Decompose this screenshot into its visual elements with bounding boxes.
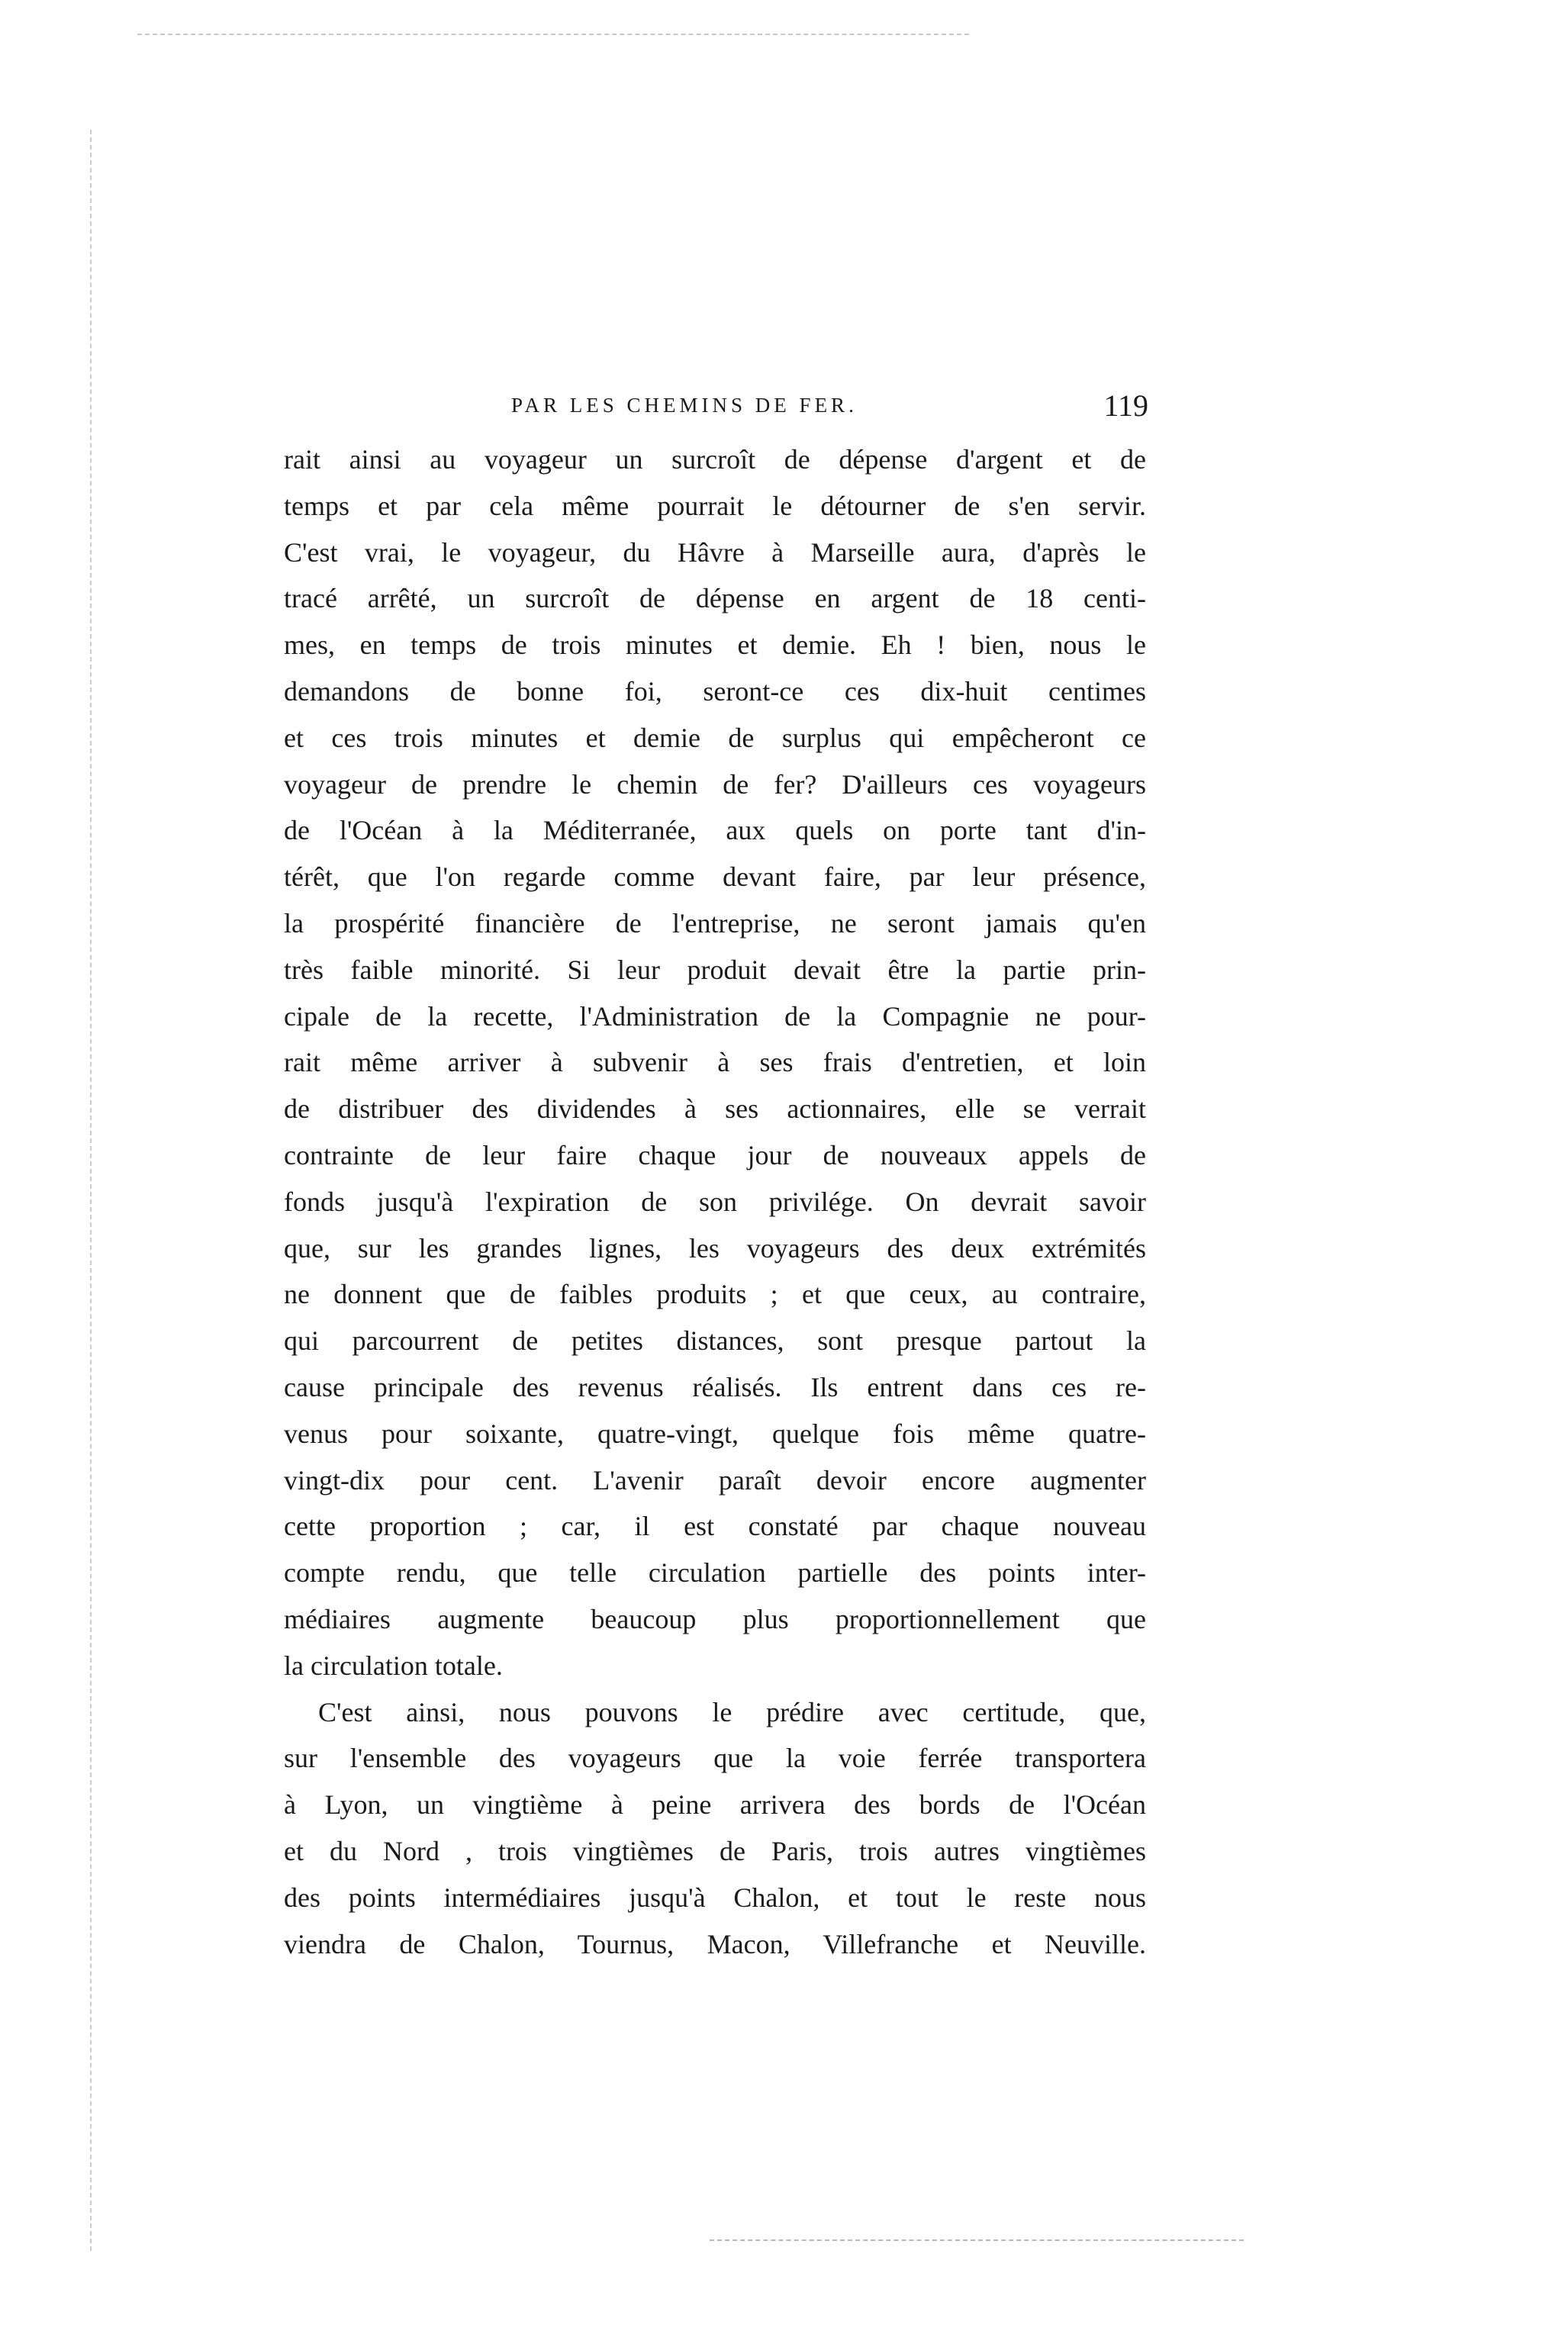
text-line: de distribuer des dividendes à ses actionnaires, elle se verrait [284, 1093, 1146, 1125]
scan-edge-left [90, 130, 92, 2251]
text-line: compte rendu, que telle circulation partielle des points inter- [284, 1557, 1146, 1589]
running-header [282, 388, 1148, 433]
text-line: C'est vrai, le voyageur, du Hâvre à Marseille aura, d'après le [284, 536, 1146, 568]
text-line: qui parcourrent de petites distances, sont presque partout la [284, 1325, 1146, 1357]
text-line: et ces trois minutes et demie de surplus qui empêcheront ce [284, 722, 1146, 753]
running-title: PAR LES CHEMINS DE FER. [511, 394, 858, 417]
text-line: vingt-dix pour cent. L'avenir paraît devoir encore augmenter [284, 1464, 1146, 1496]
text-line: cipale de la recette, l'Administration de la Compagnie ne pour- [284, 1000, 1146, 1032]
text-line: mes, en temps de trois minutes et demie. Eh ! bien, nous le [284, 629, 1146, 661]
text-line: rait même arriver à subvenir à ses frais d'entretien, et loin [284, 1047, 1146, 1078]
text-line: très faible minorité. Si leur produit devait être la partie prin- [284, 954, 1146, 985]
text-line: viendra de Chalon, Tournus, Macon, Villefranche et Neuville. [284, 1928, 1146, 1959]
text-line: contrainte de leur faire chaque jour de nouveaux appels de [284, 1139, 1146, 1170]
text-line: à Lyon, un vingtième à peine arrivera des bords de l'Océan [284, 1789, 1146, 1821]
text-line: la prospérité financière de l'entreprise, ne seront jamais qu'en [284, 907, 1146, 939]
text-line: temps et par cela même pourrait le détourner de s'en servir. [284, 490, 1146, 521]
scan-edge-top [137, 34, 969, 35]
text-line: fonds jusqu'à l'expiration de son privilége. On devrait savoir [284, 1186, 1146, 1217]
text-line: demandons de bonne foi, seront-ce ces dix-huit centimes [284, 675, 1146, 707]
text-line: la circulation totale. [284, 1650, 503, 1681]
text-line: venus pour soixante, quatre-vingt, quelque fois même quatre- [284, 1418, 1146, 1449]
text-line: de l'Océan à la Méditerranée, aux quels on porte tant d'in- [284, 815, 1146, 846]
text-line: médiaires augmente beaucoup plus proportionnellement que [284, 1603, 1146, 1634]
text-line: que, sur les grandes lignes, les voyageurs des deux extrémités [284, 1232, 1146, 1264]
text-line: et du Nord , trois vingtièmes de Paris, trois autres vingtièmes [284, 1835, 1146, 1866]
scan-edge-bottom [710, 2239, 1244, 2241]
text-line: tracé arrêté, un surcroît de dépense en argent de 18 centi- [284, 583, 1146, 614]
text-line: des points intermédiaires jusqu'à Chalon, et tout le reste nous [284, 1882, 1146, 1913]
text-line: voyageur de prendre le chemin de fer? D'ailleurs ces voyageurs [284, 768, 1146, 800]
page-number: 119 [1103, 388, 1148, 423]
text-line: ne donnent que de faibles produits ; et que ceux, au contraire, [284, 1279, 1146, 1310]
text-line: cette proportion ; car, il est constaté par chaque nouveau [284, 1511, 1146, 1542]
text-line: cause principale des revenus réalisés. Ils entrent dans ces re- [284, 1371, 1146, 1402]
text-line: sur l'ensemble des voyageurs que la voie ferrée transportera [284, 1743, 1146, 1774]
text-line: térêt, que l'on regarde comme devant faire, par leur présence, [284, 861, 1146, 893]
text-line: C'est ainsi, nous pouvons le prédire avec certitude, que, [318, 1696, 1146, 1727]
text-line: rait ainsi au voyageur un surcroît de dépense d'argent et de [284, 444, 1146, 475]
body-text [284, 436, 1146, 1967]
